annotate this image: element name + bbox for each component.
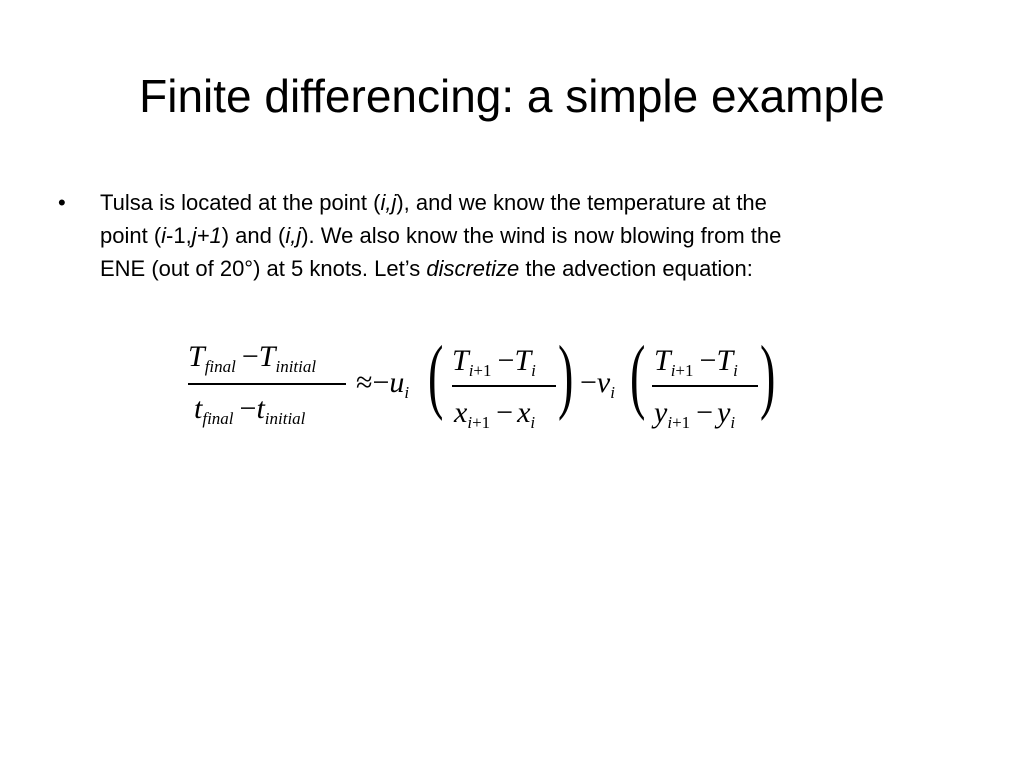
text-segment: Tulsa is located at the point ( [100,190,381,215]
subscript-final: final [204,357,236,376]
symbol-T: T [258,340,276,373]
bullet-line-2 [100,219,950,252]
text-segment: the advection equation: [519,256,753,281]
italic-j-plus-1: j+1 [191,223,222,248]
bullet-text [100,186,950,285]
text-segment: -1, [166,223,192,248]
minus-sign: − [241,340,259,373]
subscript-i: i [667,413,673,432]
text-segment: ). We also know the wind is now blowing from the [301,223,782,248]
bullet-marker: • [58,190,66,215]
subscript-plus-1: +1 [675,361,694,380]
text-segment: ) and ( [221,223,286,248]
frac1-denominator [454,396,536,432]
symbol-y: y [717,396,731,429]
subscript-i: i [468,361,474,380]
symbol-T: T [188,340,205,373]
minus-sign: − [497,344,515,377]
frac2-bar [652,385,758,387]
symbol-t: t [194,392,203,425]
symbol-x: x [454,396,468,429]
slide-title: Finite differencing: a simple example [139,70,885,122]
minus-sign: − [239,392,257,425]
lhs-numerator [188,340,317,376]
frac1-bar [452,385,556,387]
symbol-x: x [517,396,531,429]
subscript-plus-1: +1 [472,413,491,432]
lhs-fraction-bar [188,383,346,385]
italic-comma: , [290,223,297,248]
italic-j: j [391,190,397,215]
symbol-T: T [514,344,532,377]
subscript-plus-1: +1 [473,361,492,380]
minus-sign: − [699,344,717,377]
italic-i: i [161,223,167,248]
paren-open: ( [428,329,444,422]
symbol-T: T [716,344,734,377]
subscript-i: i [610,383,615,402]
text-segment: ENE (out of 20°) at 5 knots. Let’s [100,256,427,281]
subscript-i: i [530,413,536,432]
paren-close: ) [760,329,776,422]
minus-sign: − [580,366,597,399]
italic-i: i [285,223,291,248]
subscript-i: i [733,361,738,380]
minus-v [580,366,615,402]
approx-sign: ≈ [356,366,373,399]
symbol-T: T [452,344,469,377]
symbol-T: T [654,344,671,377]
minus-sign: − [696,396,714,429]
subscript-final: final [202,409,234,428]
bullet-line-1 [100,186,950,219]
italic-i: i [380,190,386,215]
paren-open: ( [630,329,646,422]
advection-equation [186,329,786,440]
symbol-t: t [256,392,265,425]
lhs-denominator [194,392,306,428]
subscript-i: i [730,413,736,432]
paren-close: ) [558,329,574,422]
frac2-denominator [654,396,736,432]
frac1-numerator [452,344,536,380]
bullet-line-3 [100,252,950,285]
subscript-plus-1: +1 [672,413,691,432]
subscript-i: i [670,361,676,380]
minus-sign: − [496,396,514,429]
subscript-initial: initial [275,357,317,376]
symbol-y: y [654,396,668,429]
subscript-initial: initial [264,409,306,428]
text-segment: point ( [100,223,162,248]
subscript-i: i [467,413,473,432]
minus-sign: − [372,366,390,399]
frac2-numerator [654,344,738,380]
subscript-i: i [404,383,410,402]
symbol-v: v [596,366,611,399]
text-segment: ), and we know the temperature at the [396,190,767,215]
italic-comma: , [385,190,392,215]
subscript-i: i [531,361,536,380]
symbol-u: u [389,366,405,399]
approx-neg-u [356,366,410,402]
italic-j: j [296,223,302,248]
italic-discretize: discretize [426,256,520,281]
